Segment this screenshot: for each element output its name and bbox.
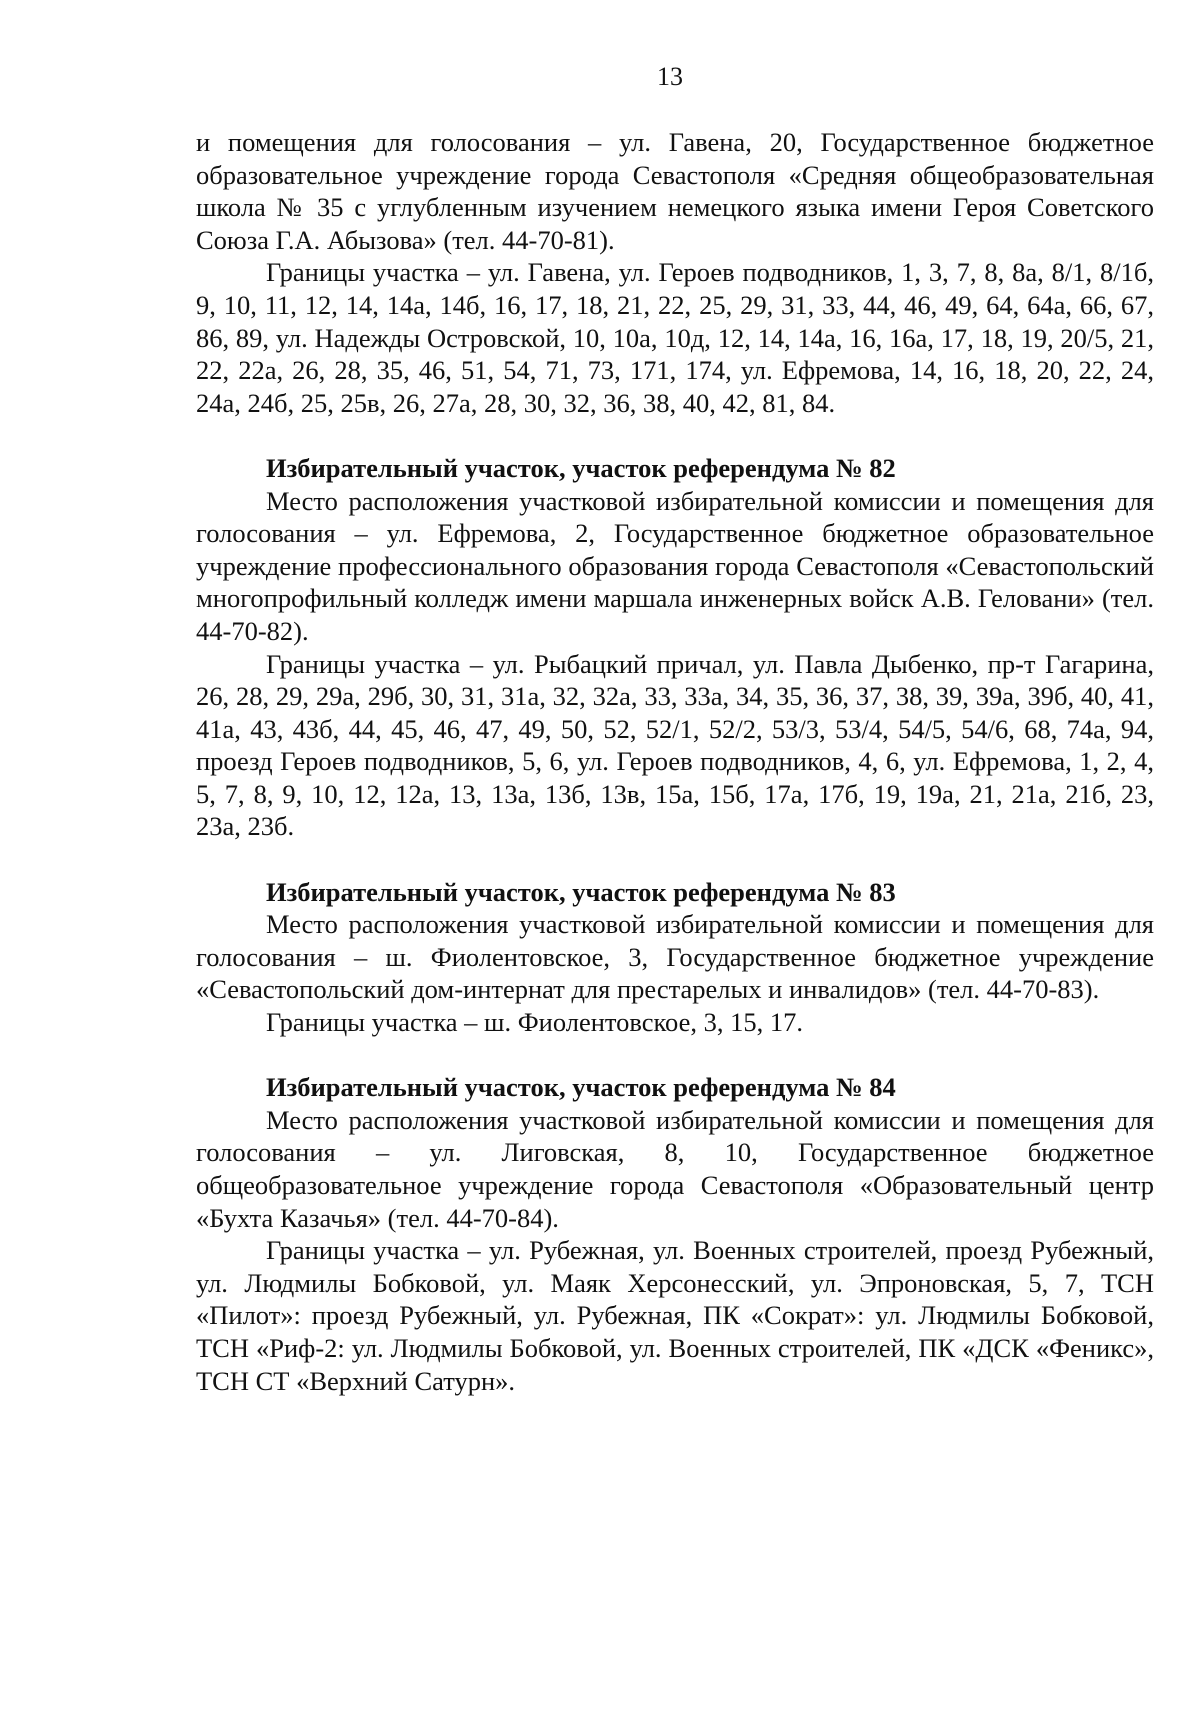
section-heading: Избирательный участок, участок референдума № 84 — [266, 1072, 896, 1103]
polling-station-section — [196, 452, 1154, 843]
location-paragraph: и помещения для голосования – ул. Гавена, 20, Государственное бюджетное образовательное учреждение города Севастополя «Средняя общеобразовательная школа № 35 с углубленным изучением немецкого языка имени Героя Советского Союза Г.А. Абызова» (тел. 44-70-81). — [196, 127, 1154, 255]
boundaries-paragraph: Границы участка – ш. Фиолентовское, 3, 15, 17. — [266, 1007, 803, 1038]
page-number: 13 — [657, 62, 683, 91]
boundaries-paragraph: Границы участка – ул. Гавена, ул. Героев подводников, 1, 3, 7, 8, 8а, 8/1, 8/1б, 9, 10, 11, 12, 14, 14а, 14б, 16, 17, 18, 21, 22, 25, 29, 31, 33, 44, 46, 49, 64, 64а, 66, 67, 86, 89, ул. Надежды Островской, 10, 10а, 10д, 12, 14, 14а, 16, 16а, 17, 18, 19, 20/5, 21, 22, 22а, 26, 28, 35, 46, 51, 54, 71, 73, 171, 174, ул. Ефремова, 14, 16, 18, 20, 22, 24, 24а, 24б, 25, 25в, 26, 27а, 28, 30, 32, 36, 38, 40, 42, 81, 84. — [196, 257, 1154, 418]
polling-station-section — [196, 1071, 1154, 1397]
polling-station-section — [196, 876, 1154, 1039]
location-paragraph: Место расположения участковой избирательной комиссии и помещения для голосования – ул. Лиговская, 8, 10, Государственное бюджетное общеобразовательное учреждение города Севастополя «Образовательный центр «Бухта Казачья» (тел. 44-70-84). — [196, 1104, 1154, 1233]
section-heading: Избирательный участок, участок референдума № 82 — [266, 452, 896, 483]
boundaries-paragraph: Границы участка – ул. Рыбацкий причал, ул. Павла Дыбенко, пр-т Гагарина, 26, 28, 29, 29а, 29б, 30, 31, 31а, 32, 32а, 33, 33а, 34, 35, 36, 37, 38, 39, 39а, 39б, 40, 41, 41а, 43, 43б, 44, 45, 46, 47, 49, 50, 52, 52/1, 52/2, 53/3, 53/4, 54/5, 54/6, 68, 74а, 94, проезд Героев подводников, 5, 6, ул. Героев подводников, 4, 6, ул. Ефремова, 1, 2, 4, 5, 7, 8, 9, 10, 12, 12а, 13, 13а, 13б, 13в, 15а, 15б, 17а, 17б, 19, 19а, 21, 21а, 21б, 23, 23а, 23б. — [196, 648, 1154, 842]
boundaries-paragraph: Границы участка – ул. Рубежная, ул. Военных строителей, проезд Рубежный, ул. Людмилы Бобковой, ул. Маяк Херсонесский, ул. Эпроновская, 5, 7, ТСН «Пилот»: проезд Рубежный, ул. Рубежная, ПК «Сократ»: ул. Людмилы Бобковой, ТСН «Риф-2: ул. Людмилы Бобковой, ул. Военных строителей, ПК «ДСК «Феникс», ТСН СТ «Верхний Сатурн». — [196, 1235, 1154, 1396]
section-heading: Избирательный участок, участок референдума № 83 — [266, 876, 896, 907]
location-paragraph: Место расположения участковой избирательной комиссии и помещения для голосования – ул. Ефремова, 2, Государственное бюджетное образовательное учреждение профессионального образования города Севастополя «Севастопольский многопрофильный колледж имени маршала инженерных войск А.В. Геловани» (тел. 44-70-82). — [196, 485, 1154, 646]
document-body — [196, 126, 1154, 1397]
location-paragraph: Место расположения участковой избирательной комиссии и помещения для голосования – ш. Фиолентовское, 3, Государственное бюджетное учреждение «Севастопольский дом-интернат для престарелых и инвалидов» (тел. 44-70-83). — [196, 909, 1154, 1005]
